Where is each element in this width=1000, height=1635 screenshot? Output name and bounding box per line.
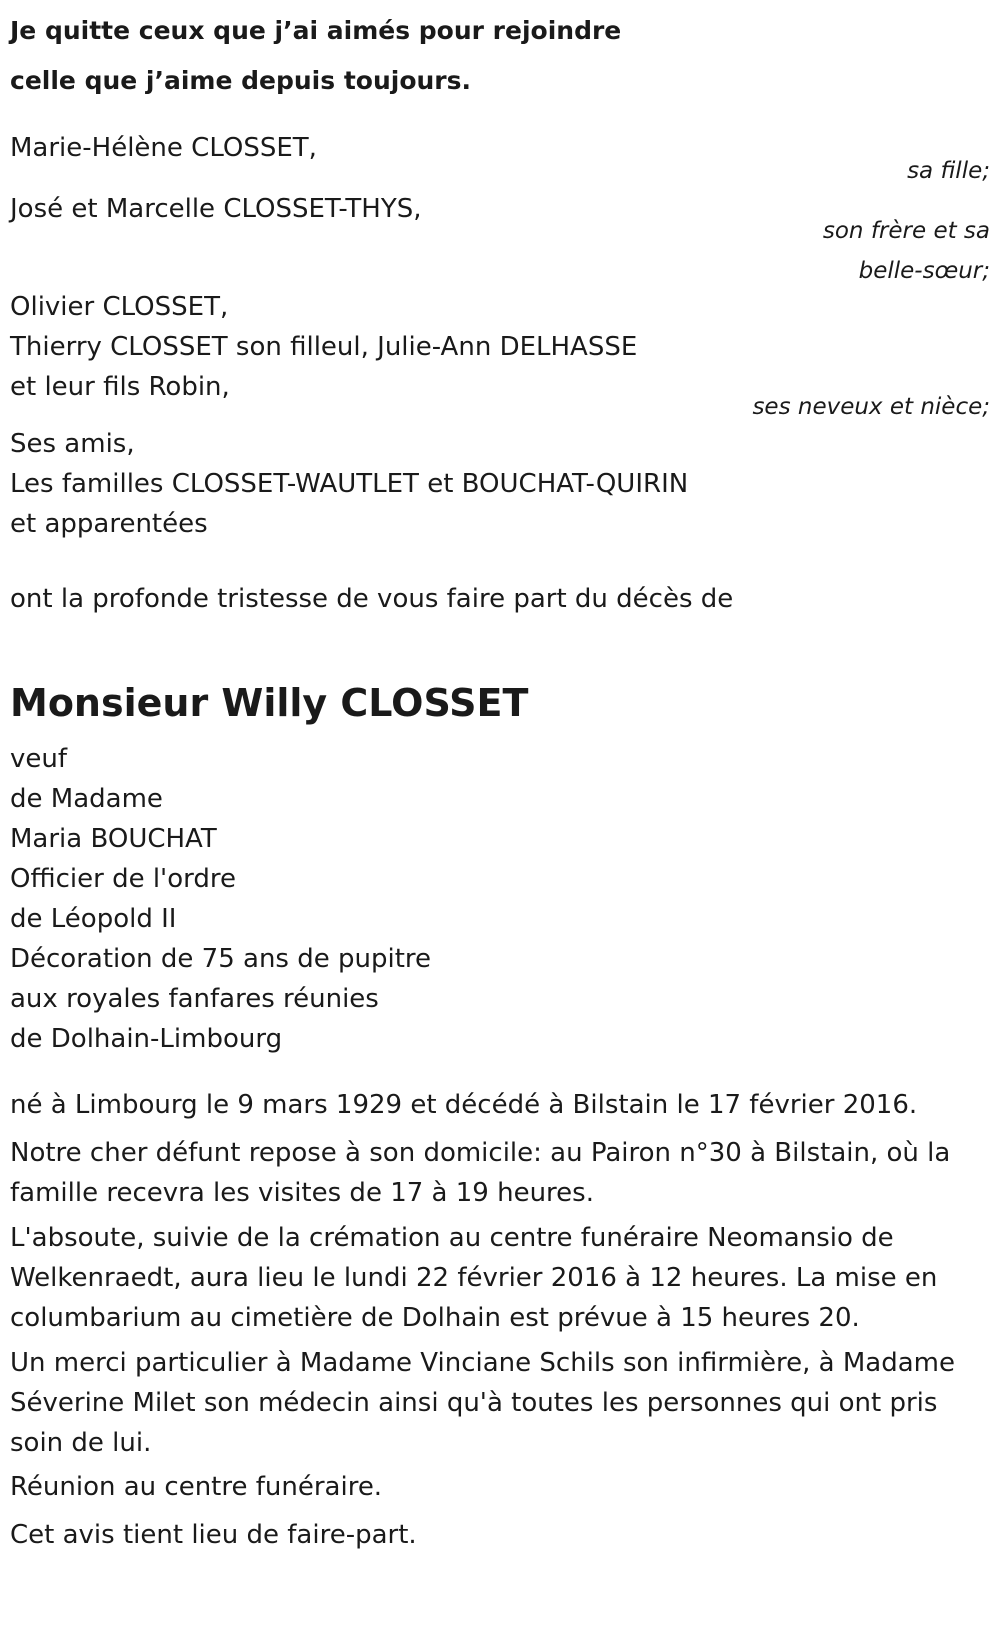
family-nephews-line: Thierry CLOSSET son filleul, Julie-Ann DELHASSE [10,332,638,362]
family-daughter-name: Marie-Hélène CLOSSET, [10,133,317,163]
detail-line: Décoration de 75 ans de pupitre [10,944,432,974]
detail-line: Maria BOUCHAT [10,824,217,854]
epigraph [10,6,621,106]
family-nephews-line: et leur fils Robin, [10,372,230,402]
detail-line: de Dolhain-Limbourg [10,1024,283,1054]
family-nephews-line: Olivier CLOSSET, [10,292,229,322]
deceased-details [10,739,431,1059]
relation-line: son frère et sa [822,218,990,244]
detail-line: Officier de l'ordre [10,864,236,894]
detail-line: veuf [10,744,68,774]
family-nephews-relation: ses neveux et nièce; [752,394,990,420]
family-others-line: et apparentées [10,509,208,539]
notice-paragraph: Cet avis tient lieu de faire-part. [10,1520,417,1550]
thanks-paragraph: Un merci particulier à Madame Vinciane Schils son infirmière, à Madame Séverine Milet son médecin ainsi qu'à toutes les personnes qui ont pris soin de lui. [10,1348,955,1458]
reunion-paragraph: Réunion au centre funéraire. [10,1472,383,1502]
ceremony-paragraph: L'absoute, suivie de la crémation au centre funéraire Neomansio de Welkenraedt, aura lieu le lundi 22 février 2016 à 12 heures. La mise en columbarium au cimetière de Dolhain est prévue à 15 heures 20. [10,1223,938,1333]
visitation-paragraph: Notre cher défunt repose à son domicile: au Pairon n°30 à Bilstain, où la famille recevra les visites de 17 à 19 heures. [10,1138,951,1208]
epigraph-line: Je quitte ceux que j’ai aimés pour rejoindre [10,16,622,45]
birth-death-paragraph: né à Limbourg le 9 mars 1929 et décédé à Bilstain le 17 février 2016. [10,1090,918,1120]
family-nephews [10,287,637,407]
relation-line: belle-sœur; [858,258,990,284]
detail-line: de Madame [10,784,163,814]
family-others-line: Ses amis, [10,429,135,459]
epigraph-line: celle que j’aime depuis toujours. [10,66,472,95]
detail-line: aux royales fanfares réunies [10,984,379,1014]
deceased-name: Monsieur Willy CLOSSET [10,681,529,725]
family-siblings-relation [823,211,990,291]
family-daughter-relation: sa fille; [907,158,990,184]
announcement-text: ont la profonde tristesse de vous faire part du décès de [10,584,734,614]
detail-line: de Léopold II [10,904,177,934]
family-siblings-name: José et Marcelle CLOSSET-THYS, [10,194,422,224]
family-others [10,424,688,544]
family-others-line: Les familles CLOSSET-WAUTLET et BOUCHAT-QUIRIN [10,469,689,499]
